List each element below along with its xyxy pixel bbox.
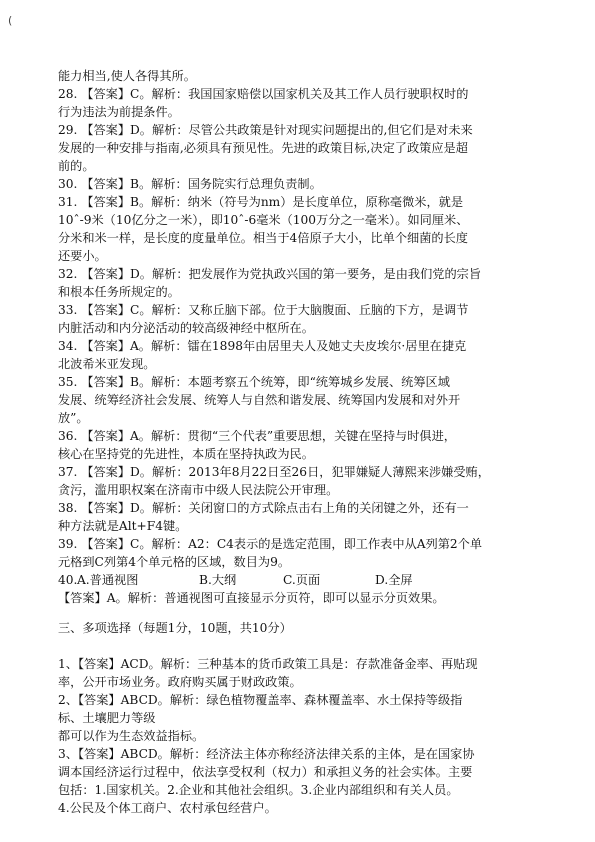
text-line: 发展、统筹经济社会发展、统筹人与自然和谐发展、统筹国内发展和对外开 <box>58 393 461 407</box>
text-line: 10ˆ-9米（10亿分之一米），即10ˆ-6毫米（100万分之一毫米）。如同厘米、 <box>58 213 469 227</box>
option-b: B.大纲 <box>199 573 237 587</box>
text-line: 28. 【答案】C。解析：我国国家赔偿以国家机关及其工作人员行驶职权时的 <box>58 87 469 101</box>
text-line: 都可以作为生态效益指标。 <box>58 729 205 743</box>
text-line: 调本国经济运行过程中，依法享受权利（权力）和承担义务的社会实体。主要 <box>58 765 473 779</box>
text-line: 能力相当,使人各得其所。 <box>58 69 196 83</box>
section-title: 三、多项选择（每题1分，10题，共10分） <box>58 621 292 635</box>
question-number: 40. <box>58 573 78 587</box>
text-line: 35. 【答案】B。解析：本题考察五个统筹，即“统筹城乡发展、统筹区域 <box>58 375 450 389</box>
text-line: 38. 【答案】D。解析：关闭窗口的方式除点击右上角的关闭键之外，还有一 <box>58 501 469 515</box>
text-line: 1、【答案】ACD。解析：三种基本的货币政策工具是：存款准备金率、再贴现 <box>58 657 478 671</box>
answer-line: 【答案】A。解析：普通视图可直接显示分页符，即可以显示分页效果。 <box>58 591 445 605</box>
option-a: A.普通视图 <box>77 573 139 587</box>
corner-mark: ( <box>8 14 13 27</box>
text-line: 内脏活动和内分泌活动的较高级神经中枢所在。 <box>58 321 314 335</box>
text-line: 3、【答案】ABCD。解析：经济法主体亦称经济法律关系的主体，是在国家协 <box>58 747 475 761</box>
text-line: 分米和米一样，是长度的度量单位。相当于4倍原子大小，比单个细菌的长度 <box>58 231 468 245</box>
text-line: 放”。 <box>58 411 89 425</box>
text-line: 行为违法为前提条件。 <box>58 105 180 119</box>
text-line: 29. 【答案】D。解析：尽管公共政策是针对现实问题提出的,但它们是对未来 <box>58 123 473 137</box>
text-line: 标、土壤肥力等级 <box>58 711 156 725</box>
text-line: 30. 【答案】B。解析：国务院实行总理负责制。 <box>58 177 322 191</box>
text-line: 贪污，滥用职权案在济南市中级人民法院公开审理。 <box>58 483 339 497</box>
text-line: 和根本任务所规定的。 <box>58 285 180 299</box>
question-40-options <box>58 571 548 589</box>
text-line: 种方法就是Alt+F4键。 <box>58 519 188 533</box>
text-line: 4.公民及个体工商户、农村承包经营户。 <box>58 801 277 815</box>
text-line: 32. 【答案】D。解析：把发展作为党执政兴国的第一要务，是由我们党的宗旨 <box>58 267 482 281</box>
text-line: 31. 【答案】B。解析：纳米（符号为nm）是长度单位，原称毫微米，就是 <box>58 195 464 209</box>
text-line: 北波希米亚发现。 <box>58 357 156 371</box>
text-line: 33. 【答案】C。解析：又称丘脑下部。位于大脑腹面、丘脑的下方，是调节 <box>58 303 469 317</box>
text-line: 2、【答案】ABCD。解析：绿色植物覆盖率、森林覆盖率、水土保持等级指 <box>58 693 463 707</box>
text-line: 37. 【答案】D。解析：2013年8月22日至26日，犯罪嫌疑人薄熙来涉嫌受贿， <box>58 465 490 479</box>
text-line: 39. 【答案】C。解析：A2：C4表示的是选定范围，即工作表中从A列第2个单 <box>58 537 483 551</box>
text-line: 前的。 <box>58 159 95 173</box>
document-body <box>58 67 548 817</box>
option-c: C.页面 <box>283 573 321 587</box>
text-line: 包括：1.国家机关。2.企业和其他社会组织。3.企业内部组织和有关人员。 <box>58 783 459 797</box>
text-line: 率，公开市场业务。政府购买属于财政政策。 <box>58 675 302 689</box>
text-line: 34. 【答案】A。解析：镭在1898年由居里夫人及她丈夫皮埃尔·居里在捷克 <box>58 339 467 353</box>
text-line: 还要小。 <box>58 249 107 263</box>
text-line: 36. 【答案】A。解析：贯彻“三个代表”重要思想，关键在坚持与时俱进， <box>58 429 456 443</box>
text-line: 核心在坚持党的先进性，本质在坚持执政为民。 <box>58 447 314 461</box>
text-line: 元格到C列第4个单元格的区域，数目为9。 <box>58 555 291 569</box>
option-d: D.全屏 <box>375 573 413 587</box>
text-line: 发展的一种安排与指南,必须具有预见性。先进的政策目标,决定了政策应是超 <box>58 141 468 155</box>
